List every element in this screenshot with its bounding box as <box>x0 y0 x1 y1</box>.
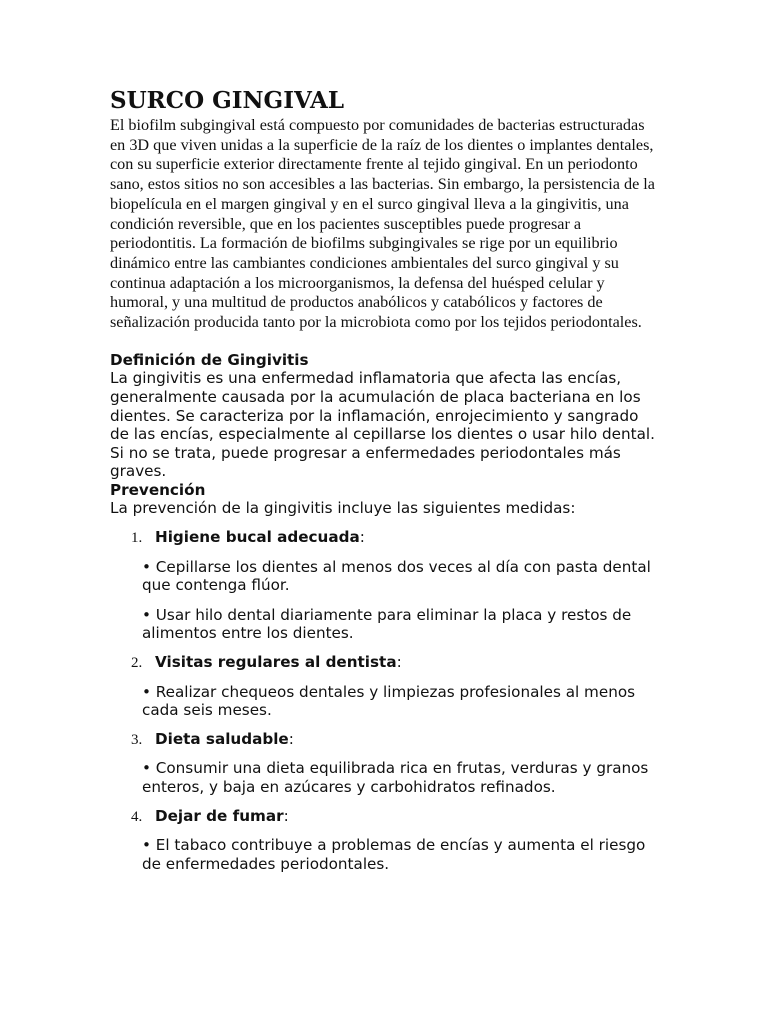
prevention-list <box>110 528 655 873</box>
bullet-text: • Consumir una dieta equilibrada rica en frutas, verduras y granos enteros, y baja en azúcares y carbohidratos refinados. <box>142 759 649 797</box>
list-item-number: 1. <box>131 530 143 547</box>
list-item-title: Higiene bucal adecuada <box>155 528 360 547</box>
list-item-heading <box>110 807 655 826</box>
list-item <box>110 653 655 720</box>
list-item-heading <box>110 528 655 547</box>
bullet-text: • Realizar chequeos dentales y limpiezas profesionales al menos cada seis meses. <box>142 682 636 720</box>
list-item-number: 2. <box>131 655 143 672</box>
bullet-text: • El tabaco contribuye a problemas de encías y aumenta el riesgo de enfermedades periodontales. <box>142 836 646 873</box>
bullet-text: • Usar hilo dental diariamente para eliminar la placa y restos de alimentos entre los dientes. <box>142 605 632 643</box>
list-item-number: 4. <box>131 808 143 825</box>
list-item-heading <box>110 653 655 672</box>
document-title: SURCO GINGIVAL <box>110 87 345 114</box>
list-item-colon: : <box>396 653 402 672</box>
list-item-colon: : <box>283 806 289 825</box>
list-item <box>110 730 655 797</box>
list-item-title: Dieta saludable <box>155 729 289 748</box>
intro-paragraph: El biofilm subgingival está compuesto por comunidades de bacterias estructuradas en 3D que viven unidas a la superficie de la raíz de los dientes o implantes dentales, con su superficie exterior directamente frente al tejido gingival. En un periodonto sano, estos sitios no son accesibles a las bacterias. Sin embargo, la persistencia de la biopelícula en el margen gingival y en el surco gingival lleva a la gingivitis, una condición reversible, que en los pacientes susceptibles puede progresar a periodontitis. La formación de biofilms subgingivales se rige por un equilibrio dinámico entre las cambiantes condiciones ambientales del surco gingival y su continua adaptación a los microorganismos, la defensa del huésped celular y humoral, y una multitud de productos anabólicos y catabólicos y factores de señalización producida tanto por la microbiota como por los tejidos periodontales. <box>110 116 655 332</box>
list-item-heading <box>110 730 655 749</box>
list-item-title: Visitas regulares al dentista <box>155 653 397 672</box>
prevention-heading: Prevención <box>110 480 206 499</box>
list-item-title: Dejar de fumar <box>155 806 284 825</box>
definition-paragraph: La gingivitis es una enfermedad inflamatoria que afecta las encías, generalmente causada por la acumulación de placa bacteriana en los dientes. Se caracteriza por la inflamación, enrojecimiento y sangrado de las encías, especialmente al cepillarse los dientes o usar hilo dental. Si no se trata, puede progresar a enfermedades periodontales más graves. <box>110 369 655 481</box>
bullet-text: • Cepillarse los dientes al menos dos veces al día con pasta dental que contenga flúor. <box>142 557 651 595</box>
list-item <box>110 807 655 874</box>
definition-heading: Definición de Gingivitis <box>110 350 309 369</box>
list-item-number: 3. <box>131 731 143 748</box>
list-item <box>110 528 655 643</box>
list-item-colon: : <box>359 528 365 547</box>
prevention-intro: La prevención de la gingivitis incluye las siguientes medidas: <box>110 499 576 518</box>
list-item-colon: : <box>288 729 294 748</box>
document-page <box>110 86 655 873</box>
